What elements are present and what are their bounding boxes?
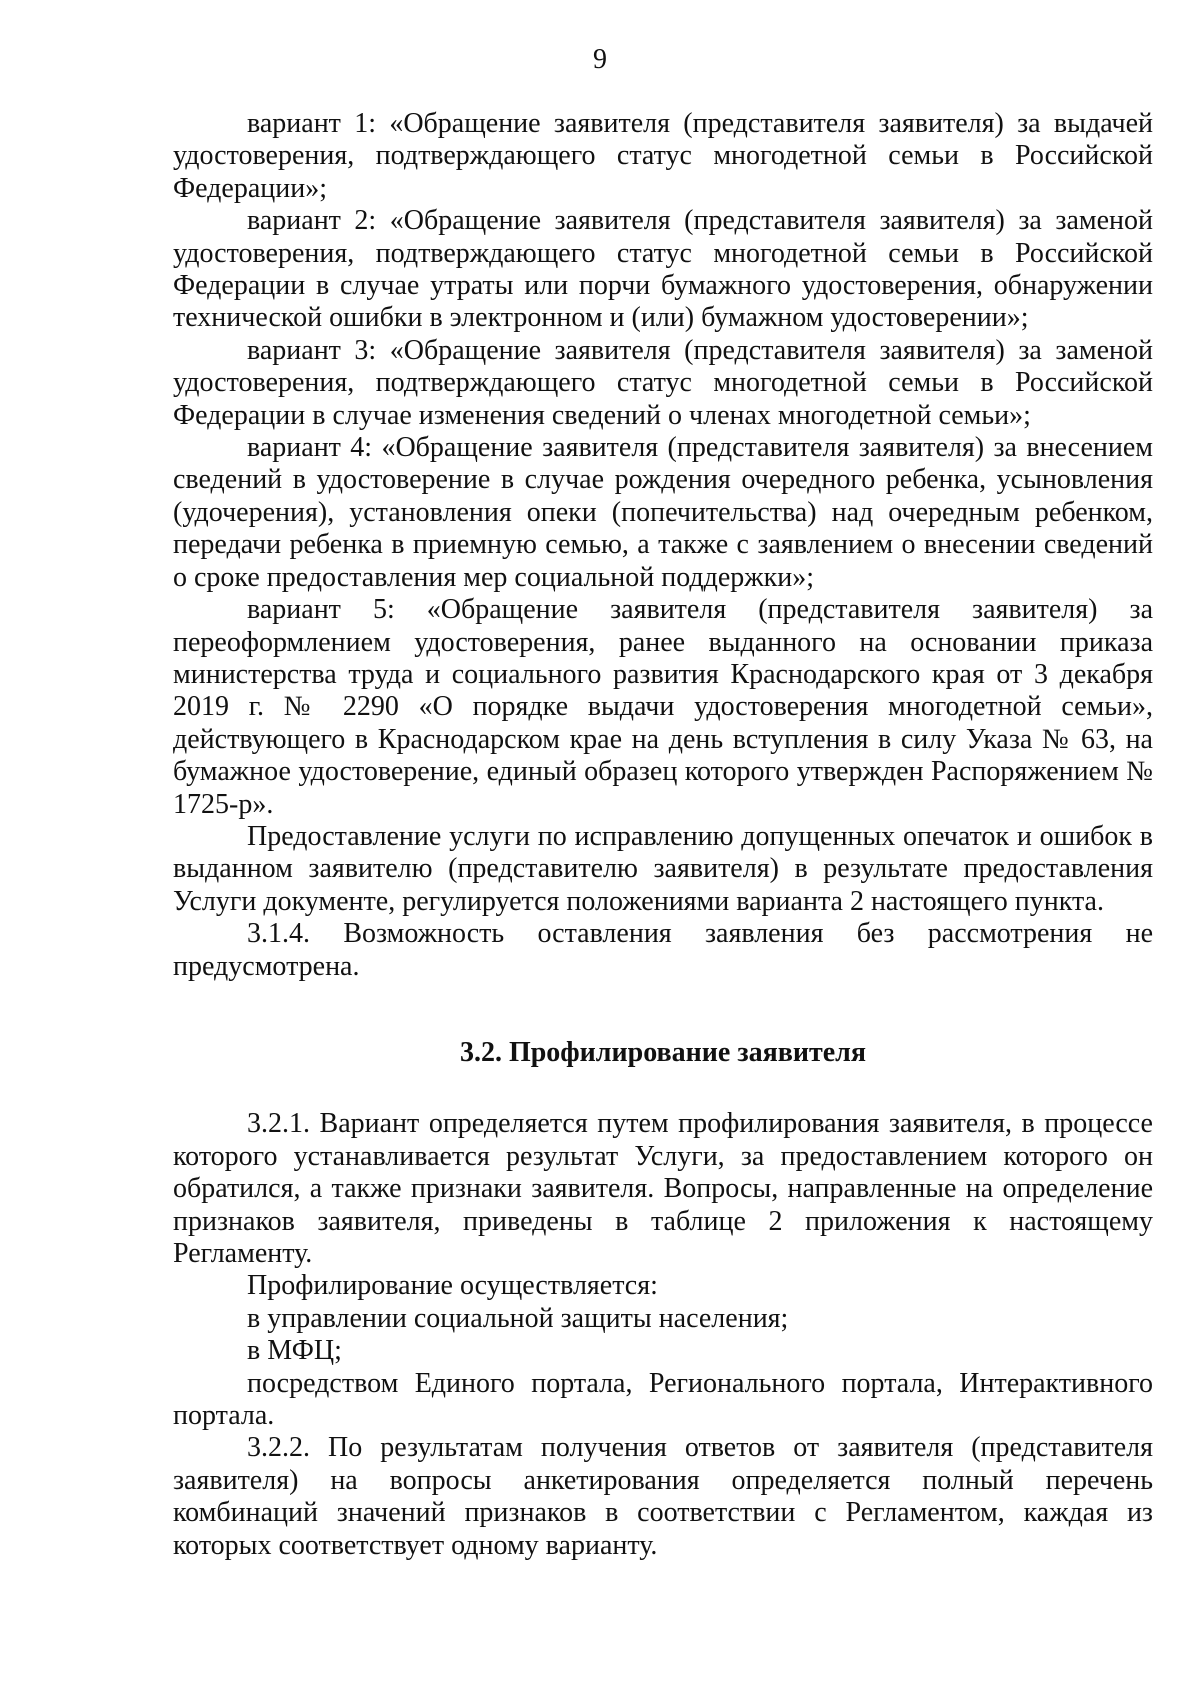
page-number: 9 — [593, 44, 607, 75]
paragraph-3-1-4: 3.1.4. Возможность оставления заявления без рассмотрения не предусмотрена. — [173, 918, 1153, 982]
paragraph-error-correction: Предоставление услуги по исправлению допущенных опечаток и ошибок в выданном заявителю (представителю заявителя) в результате предоставления Услуги документе, регулируется положениями варианта 2 настоящего пункта. — [173, 820, 1153, 917]
paragraph-3-2-2: 3.2.2. По результатам получения ответов от заявителя (представителя заявителя) на вопросы анкетирования определяется полный перечень комбинаций значений признаков в соответствии с Регламентом, каждая из которых соответствует одному варианту. — [173, 1432, 1153, 1561]
paragraph-variant-4: вариант 4: «Обращение заявителя (представителя заявителя) за внесением сведений в удостоверение в случае рождения очередного ребенка, усыновления (удочерения), установления опеки (попечительства) над очередным ребенком, передачи ребенка в приемную семью, а также с заявлением о внесении сведений о сроке предоставления мер социальной поддержки»; — [173, 432, 1153, 593]
paragraph-profiling-portals: посредством Единого портала, Регионального портала, Интерактивного портала. — [173, 1367, 1153, 1432]
paragraph-profiling-social-protection: в управлении социальной защиты населения; — [247, 1302, 789, 1334]
paragraph-profiling-intro: Профилирование осуществляется: — [247, 1270, 658, 1302]
document-body — [173, 108, 1153, 1562]
paragraph-3-2-1: 3.2.1. Вариант определяется путем профилирования заявителя, в процессе которого устанавливается результат Услуги, за предоставлением которого он обратился, а также признаки заявителя. Вопросы, направленные на определение признаков заявителя, приведены в таблице 2 приложения к настоящему Регламенту. — [173, 1108, 1153, 1269]
paragraph-variant-3: вариант 3: «Обращение заявителя (представителя заявителя) за заменой удостоверения, подтверждающего статус многодетной семьи в Российской Федерации в случае изменения сведений о членах многодетной семьи»; — [173, 334, 1153, 431]
paragraph-variant-5: вариант 5: «Обращение заявителя (представителя заявителя) за переоформлением удостоверения, ранее выданного на основании приказа министерства труда и социального развития Краснодарского края от 3 декабря 2019 г. № 2290 «О порядке выдачи удостоверения многодетной семьи», действующего в Краснодарском крае на день вступления в силу Указа № 63, на бумажное удостоверение, единый образец которого утвержден Распоряжением № 1725-р». — [173, 594, 1153, 820]
section-heading: 3.2. Профилирование заявителя — [459, 1036, 867, 1068]
paragraph-profiling-mfc: в МФЦ; — [247, 1335, 342, 1367]
paragraph-variant-1: вариант 1: «Обращение заявителя (представителя заявителя) за выдачей удостоверения, подтверждающего статус многодетной семьи в Российской Федерации»; — [173, 108, 1153, 204]
paragraph-variant-2: вариант 2: «Обращение заявителя (представителя заявителя) за заменой удостоверения, подтверждающего статус многодетной семьи в Российской Федерации в случае утраты или порчи бумажного удостоверения, обнаружении технической ошибки в электронном и (или) бумажном удостоверении»; — [173, 205, 1153, 334]
